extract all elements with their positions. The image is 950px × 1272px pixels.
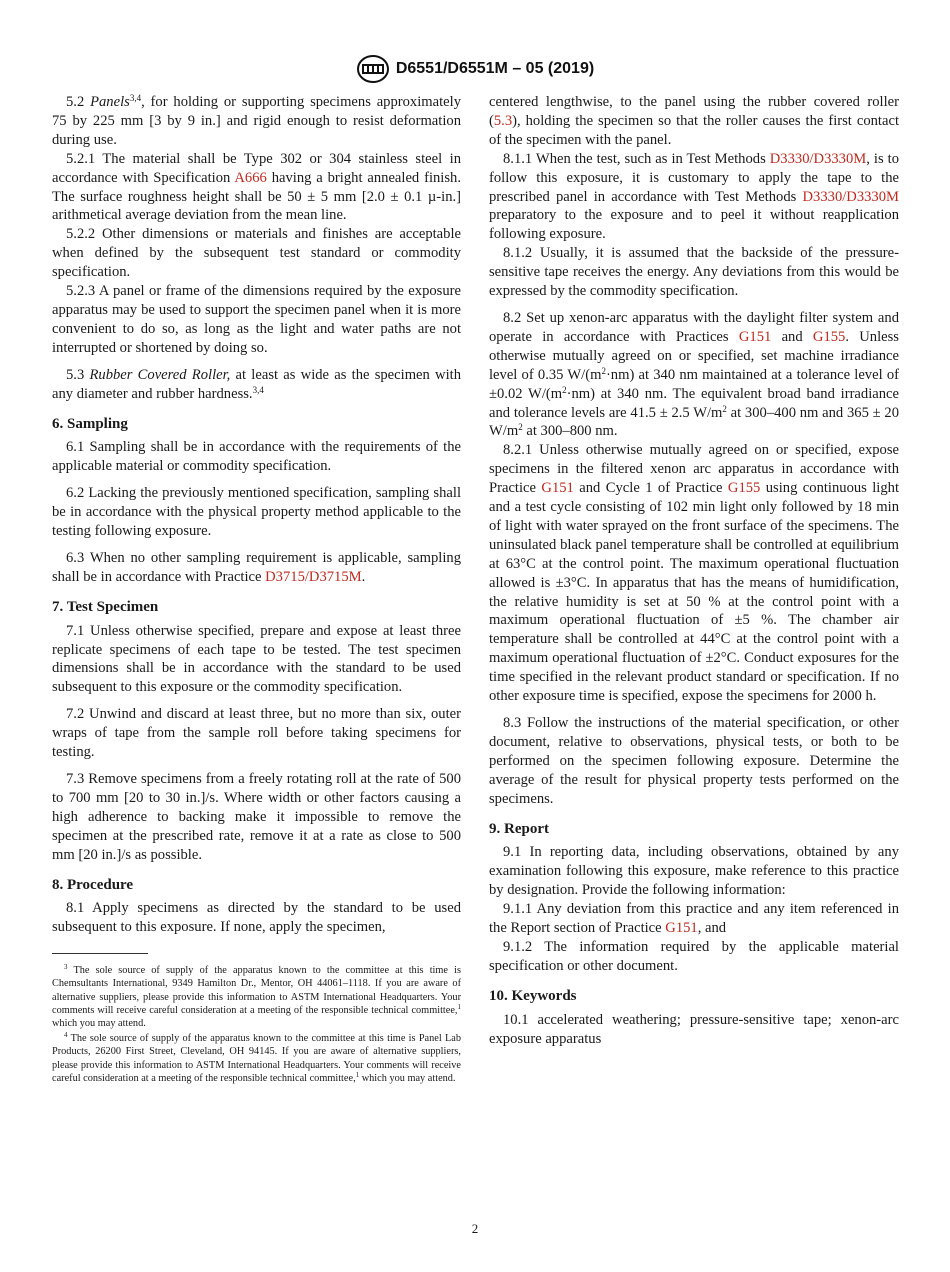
paragraph-9-1-2: 9.1.2 The information required by the applicable material specification or other document. xyxy=(489,938,899,974)
paragraph-8-1-1: 8.1.1 When the test, such as in Test Methods D3330/D3330M, is to follow this exposure, it is customary to apply the tape to the prescribed panel in accordance with Test Methods D3330/D3330M preparatory to the exposure and to peel it without reapplication following exposure. xyxy=(489,150,899,243)
paragraph-5-2-2: 5.2.2 Other dimensions or materials and finishes are acceptable when defined by the subsequent test standard or commodity specification. xyxy=(52,226,461,281)
heading-procedure: 8. Procedure xyxy=(52,876,134,893)
link-g151-third[interactable]: G151 xyxy=(665,920,698,937)
link-5-3[interactable]: 5.3 xyxy=(493,112,513,129)
paragraph-7-2: 7.2 Unwind and discard at least three, but no more than six, outer wraps of tape from the sample roll before taking specimens for testing. xyxy=(52,706,461,761)
paragraph-5-3: 5.3 Rubber Covered Roller, at least as wide as the specimen with any diameter and rubber hardness.$^{3,4}$ xyxy=(52,366,461,402)
link-g155-second[interactable]: G155 xyxy=(727,480,761,497)
link-g155[interactable]: G155 xyxy=(812,328,846,345)
right-column xyxy=(489,93,899,1049)
paragraph-8-1: 8.1 Apply specimens as directed by the standard to be used subsequent to this exposure. If none, apply the specimen, xyxy=(52,900,461,936)
paragraph-8-1-continued: centered lengthwise, to the panel using the rubber covered roller (5.3), holding the specimen so that the roller causes the first contact of the specimen with the panel. xyxy=(489,94,899,148)
link-d3330[interactable]: D3330/D3330M xyxy=(769,150,867,167)
page-number: 2 xyxy=(471,1221,479,1236)
paragraph-8-2: 8.2 Set up xenon-arc apparatus with the daylight filter system and operate in accordance with Practices G151 and G155. Unless otherwise mutually agreed on or specified, set machine irradiance level of 0.35 $W/(m^2\cdot nm)$ at 340 nm maintained at a tolerance level of ±0.02 $W/(m^2\cdot nm)$ at 340 nm. The equivalent broad band irradiance and tolerance levels are 41.5 ± 2.5 $W/m^2$ at 300–400 nm and 365 ± 20 $W/m^2$ at 300–800 nm. xyxy=(489,309,899,440)
paragraph-6-1: 6.1 Sampling shall be in accordance with the requirements of the applicable material or commodity specification. xyxy=(52,439,461,475)
footnote-3: $^3$ The sole source of supply of the apparatus known to the committee at this time is Chemsultants International, 9349 Hamilton Dr., Mentor, OH 44061–1118. If you are aware of alternative suppliers, please provide this information to ASTM International Headquarters. Your comments will receive careful consideration at a meeting of the responsible technical committee,$^1$ which you may attend. xyxy=(52,963,461,1030)
page-header xyxy=(0,54,950,84)
footnote-divider xyxy=(52,953,148,954)
paragraph-5-2: 5.2 Panels$^{3,4}$, for holding or supporting specimens approximately 75 by 225 mm [3 by 9 in.] and rigid enough to resist deformation during use. xyxy=(52,93,461,148)
link-a666[interactable]: A666 xyxy=(234,169,267,186)
heading-sampling: 6. Sampling xyxy=(52,415,128,432)
link-d3330-second[interactable]: D3330/D3330M xyxy=(802,188,899,205)
paragraph-9-1-1: 9.1.1 Any deviation from this practice and any item referenced in the Report section of Practice G151, and xyxy=(489,901,899,937)
heading-keywords: 10. Keywords xyxy=(489,987,577,1004)
left-column xyxy=(52,93,461,1087)
paragraph-8-2-1: 8.2.1 Unless otherwise mutually agreed on or specified, expose specimens in the filtered xenon arc apparatus in accordance with Practice G151 and Cycle 1 of Practice G155 using continuous light and a test cycle consisting of 102 min light only followed by 18 min of light with water sprayed on the front surface of the specimens. The uninsulated black panel temperature shall be controlled at equilibrium at 63°C at the control point. The maximum operational fluctuation allowed is ±3°C. In apparatus that has the means of humidification, the relative humidity is set at 50 % at the control point with a maximum operational fluctuation of ±5 %. The chamber air temperature shall be controlled at 44°C at the control point with a maximum operational fluctuation of ±2°C. Conduct exposures for the time specified in the relevant product standard or specification. If no other exposure time is specified, expose the specimens for 2000 h. xyxy=(489,442,900,705)
paragraph-6-2: 6.2 Lacking the previously mentioned specification, sampling shall be in accordance with the physical property method applicable to the testing following exposure. xyxy=(52,485,461,540)
paragraph-10-1: 10.1 accelerated weathering; pressure-sensitive tape; xenon-arc exposure apparatus xyxy=(489,1011,899,1047)
paragraph-7-1: 7.1 Unless otherwise specified, prepare and expose at least three replicate specimens of each tape to be tested. The test specimen dimensions shall be in accordance with the standard to be used subsequent to this exposure or the commodity specification. xyxy=(52,622,461,696)
heading-report: 9. Report xyxy=(489,820,549,837)
document-id: D6551/D6551M – 05 (2019) xyxy=(395,60,595,77)
footnote-4: $^4$ The sole source of supply of the apparatus known to the committee at this time is Panel Lab Products, 26200 First Street, Cleveland, OH 94145. If you are aware of alternative suppliers, please provide this information to ASTM International Headquarters. Your comments will receive careful consideration at a meeting of the responsible technical committee,$^1$ which you may attend. xyxy=(52,1031,461,1084)
paragraph-8-1-2: 8.1.2 Usually, it is assumed that the backside of the pressure-sensitive tape receives the energy. Any deviations from this would be expressed by the commodity specification. xyxy=(489,245,899,300)
paragraph-9-1: 9.1 In reporting data, including observations, obtained by any examination following this exposure, make reference to this practice by designation. Provide the following information: xyxy=(489,844,899,899)
paragraph-6-3: 6.3 When no other sampling requirement is applicable, sampling shall be in accordance with Practice D3715/D3715M. xyxy=(52,549,461,585)
paragraph-7-3: 7.3 Remove specimens from a freely rotating roll at the rate of 500 to 700 mm [20 to 30 in.]/s. Where width or other factors causing a high adherence to backing make it impossible to remove the specimen at the prescribed rate, remove it at a rate as close to 500 mm [20 in.]/s as possible. xyxy=(52,771,461,863)
astm-logo-icon xyxy=(356,54,390,84)
paragraph-5-2-3: 5.2.3 A panel or frame of the dimensions required by the exposure apparatus may be used to support the specimen panel when it is more convenient to do so, as long as the light and water paths are not interrupted or shortened by doing so. xyxy=(52,283,461,356)
link-g151-second[interactable]: G151 xyxy=(541,480,574,497)
heading-test-specimen: 7. Test Specimen xyxy=(52,598,159,615)
link-g151[interactable]: G151 xyxy=(738,328,772,345)
paragraph-5-2-1: 5.2.1 The material shall be Type 302 or 304 stainless steel in accordance with Specification A666 having a bright annealed finish. The surface roughness height shall be 50 ± 5 mm [2.0 ± 0.1 µ-in.] arithmetical average deviation from the mean line. xyxy=(52,150,461,224)
paragraph-8-3: 8.3 Follow the instructions of the material specification, or other document, relative to observations, physical tests, or both to be performed on the specimen following exposure. Determine the average of the result for physical property tests performed on the specimens. xyxy=(489,715,899,807)
link-d3715[interactable]: D3715/D3715M xyxy=(265,568,362,585)
